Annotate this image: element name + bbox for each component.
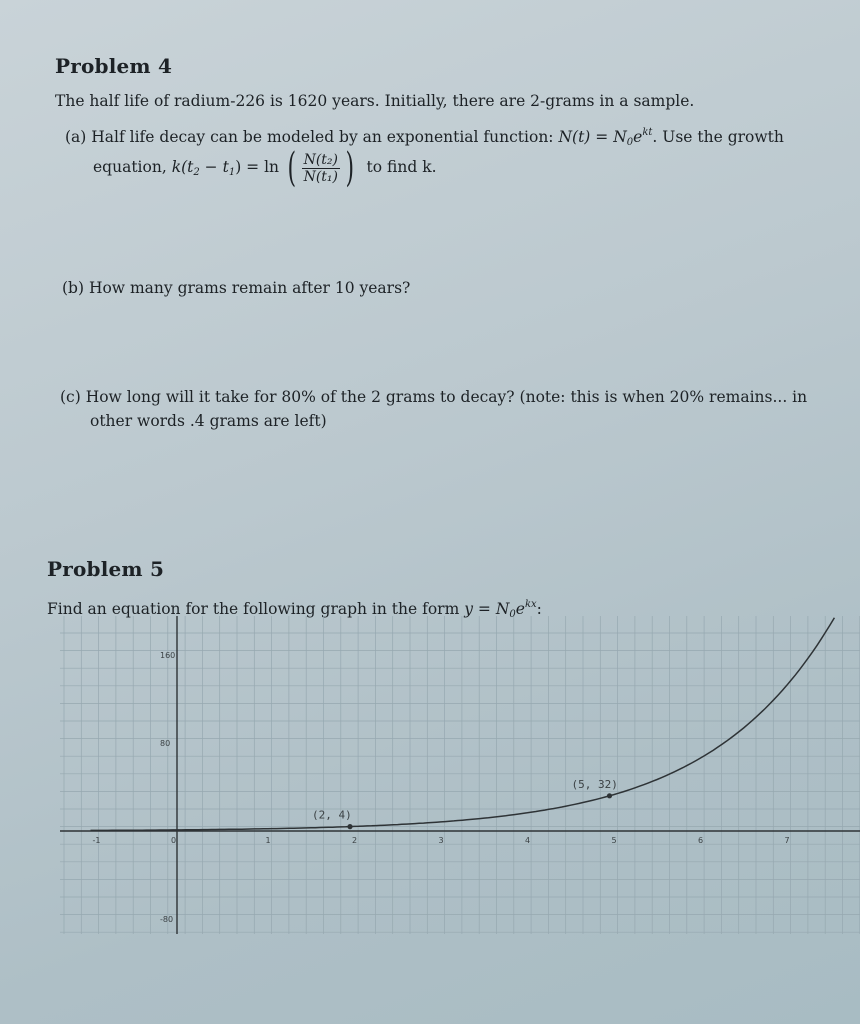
- model-formula-sub: 0: [626, 137, 634, 148]
- data-point: [347, 824, 352, 829]
- prompt-formula-sub: 0: [509, 609, 516, 620]
- x-tick-label: 6: [698, 836, 704, 845]
- model-formula-e: e: [633, 128, 643, 146]
- part-a-line-2: [93, 145, 437, 191]
- part-a-line-2-start: equation,: [93, 158, 172, 176]
- x-tick-label: -1: [92, 836, 101, 845]
- part-a-line-1-end: . Use the growth: [652, 128, 784, 146]
- x-tick-label: 7: [784, 836, 790, 845]
- x-tick-label: 4: [525, 836, 531, 845]
- y-tick-label: -80: [160, 915, 174, 924]
- part-a-line-2-end: to find k.: [366, 158, 437, 176]
- x-tick-label: 2: [352, 836, 358, 845]
- part-a-text: (a) Half life decay can be modeled by an exponential function:: [65, 128, 559, 146]
- x-tick-label: 1: [265, 836, 271, 845]
- data-point: [607, 793, 612, 798]
- growth-eq-ln: ) = ln: [235, 158, 280, 176]
- growth-eq-k: k(t: [171, 158, 194, 176]
- fraction-denominator: N(t₁): [303, 168, 338, 185]
- x-tick-label: 0: [171, 836, 177, 845]
- model-formula-lhs: N(t) = N: [558, 128, 627, 146]
- growth-eq-t2-sub: 2: [193, 167, 200, 178]
- fraction-numerator: N(t₂): [303, 151, 338, 168]
- data-point-label: (5, 32): [571, 777, 618, 791]
- prompt-formula: y = N: [464, 600, 510, 618]
- x-tick-label: 3: [438, 836, 444, 845]
- y-tick-label: 80: [160, 739, 171, 748]
- exponential-graph: [60, 616, 860, 934]
- prompt-formula-e: e: [515, 600, 525, 618]
- growth-eq-minus: − t: [199, 158, 229, 176]
- prompt-text: Find an equation for the following graph in the form: [47, 600, 465, 618]
- x-tick-label: 5: [611, 836, 617, 845]
- growth-eq-t1-sub: 1: [228, 167, 236, 178]
- right-paren: ): [345, 145, 355, 191]
- part-c-line-2: other words .4 grams are left): [90, 412, 327, 430]
- problem-4-intro: The half life of radium-226 is 1620 years. Initially, there are 2-grams in a sample.: [55, 92, 695, 110]
- problem-4-heading: Problem 4: [55, 54, 173, 78]
- part-c-line-1: (c) How long will it take for 80% of the 2 grams to decay? (note: this is when 20% remains... in: [60, 388, 808, 406]
- prompt-end: :: [536, 600, 542, 618]
- problem-5-heading: Problem 5: [47, 557, 165, 581]
- y-tick-label: 160: [160, 651, 176, 660]
- model-formula-exponent: kt: [642, 127, 653, 138]
- growth-eq-fraction: [302, 152, 340, 185]
- left-paren: (: [287, 145, 297, 191]
- prompt-formula-exponent: kx: [524, 599, 537, 610]
- part-a-line-1: [65, 127, 784, 148]
- data-point-label: (2, 4): [312, 808, 352, 822]
- part-b-question: (b) How many grams remain after 10 years?: [62, 279, 411, 297]
